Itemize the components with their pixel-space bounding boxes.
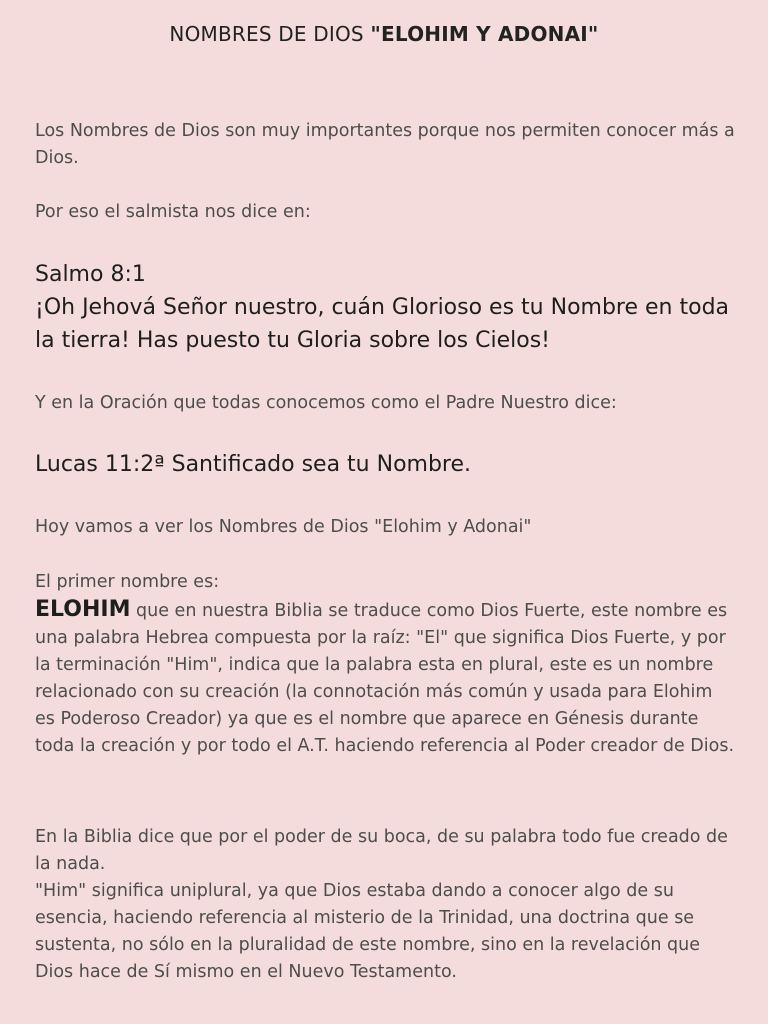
title-emphasis: "ELOHIM Y ADONAI": [370, 22, 599, 46]
intro-paragraph: Los Nombres de Dios son muy importantes porque nos permiten conocer más a Dios.: [35, 121, 735, 168]
psalm-quote-block: [35, 258, 735, 357]
luke-quote: Lucas 11:2ª Santificado sea tu Nombre.: [35, 452, 472, 477]
first-name-label: El primer nombre es:: [35, 572, 220, 592]
prayer-intro-block: [35, 390, 735, 417]
intro-paragraph-block: [35, 118, 735, 172]
psalm-text: ¡Oh Jehová Señor nuestro, cuán Glorioso es tu Nombre en toda la tierra! Has puesto tu Gloria sobre los Cielos!: [35, 295, 730, 353]
elohim-paragraph: [35, 596, 735, 760]
elohim-heading-word: ELOHIM: [35, 597, 131, 622]
title-prefix: NOMBRES DE DIOS: [169, 22, 371, 46]
today-paragraph-block: [35, 514, 735, 541]
psalmist-paragraph-block: [35, 199, 735, 226]
prayer-intro-paragraph: Y en la Oración que todas conocemos como el Padre Nuestro dice:: [35, 393, 617, 413]
elohim-description: que en nuestra Biblia se traduce como Dios Fuerte, este nombre es una palabra Hebrea compuesta por la raíz: "El" que significa Dios Fuerte, y por la terminación "Him", indica que la palabra esta en plural, este es un nombre relacionado con su creación (la connotación más común y usada para Elohim es Poderoso Creador) ya que es el nombre que aparece en Génesis durante toda la creación y por todo el A.T. haciendo referencia al Poder creador de Dios.: [35, 601, 735, 756]
psalm-reference: Salmo 8:1: [35, 262, 146, 287]
elohim-section: [35, 569, 735, 760]
psalmist-paragraph: Por eso el salmista nos dice en:: [35, 202, 311, 222]
page-title: [0, 22, 768, 46]
luke-quote-block: [35, 448, 735, 481]
closing-section: [35, 824, 735, 986]
him-meaning-paragraph: "Him" significa uniplural, ya que Dios estaba dando a conocer algo de su esencia, haciendo referencia al misterio de la Trinidad, una doctrina que se sustenta, no sólo en la pluralidad de este nombre, sino en la revelación que Dios hace de Sí mismo en el Nuevo Testamento.: [35, 881, 701, 982]
today-paragraph: Hoy vamos a ver los Nombres de Dios "Elohim y Adonai": [35, 517, 532, 537]
bible-power-paragraph: En la Biblia dice que por el poder de su boca, de su palabra todo fue creado de la nada.: [35, 827, 728, 874]
